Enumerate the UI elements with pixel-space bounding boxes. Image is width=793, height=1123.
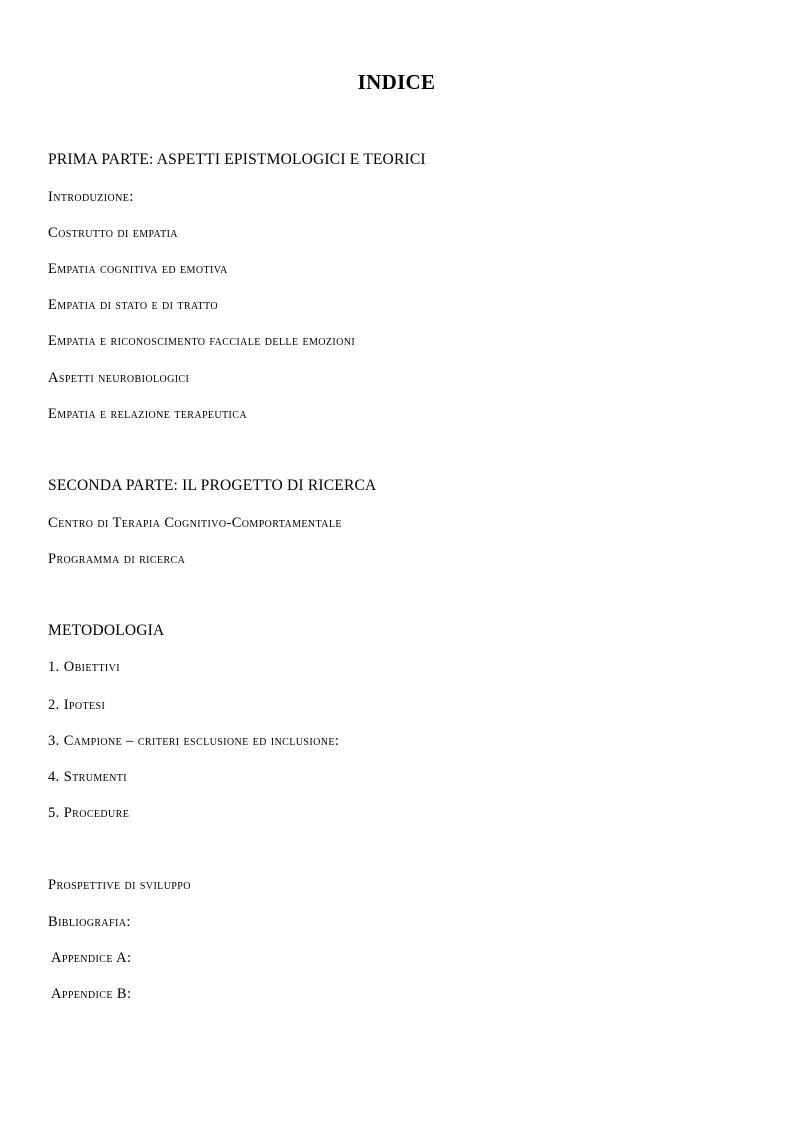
toc-entry-relazione-terapeutica: Empatia e relazione terapeutica [48, 406, 247, 422]
toc-entry-appendice-a: Appendice A: [51, 950, 132, 966]
toc-entry-centro-terapia: Centro di Terapia Cognitivo-Comportamentale [48, 515, 342, 531]
toc-entry-appendice-b: Appendice B: [51, 986, 132, 1002]
toc-entry-ipotesi: 2. Ipotesi [48, 697, 106, 713]
toc-part-heading-metodologia: METODOLOGIA [48, 622, 165, 639]
toc-entry-programma-ricerca: Programma di ricerca [48, 551, 186, 567]
toc-entry-aspetti-neurobiologici: Aspetti neurobiologici [48, 370, 190, 386]
page-title: INDICE [357, 70, 436, 94]
toc-entry-campione: 3. Campione – criteri esclusione ed inclusione: [48, 733, 340, 749]
toc-entry-obiettivi: 1. Obiettivi [48, 659, 120, 675]
toc-part-heading-seconda: SECONDA PARTE: IL PROGETTO DI RICERCA [48, 477, 377, 494]
toc-entry-prospettive-sviluppo: Prospettive di sviluppo [48, 877, 191, 893]
toc-entry-bibliografia: Bibliografia: [48, 914, 131, 930]
toc-entry-strumenti: 4. Strumenti [48, 769, 128, 785]
toc-entry-empatia-cognitiva: Empatia cognitiva ed emotiva [48, 261, 228, 277]
toc-part-heading-prima: PRIMA PARTE: ASPETTI EPISTMOLOGICI E TEORICI [48, 151, 426, 168]
toc-entry-riconoscimento-facciale: Empatia e riconoscimento facciale delle emozioni [48, 333, 356, 349]
toc-entry-costrutto-empatia: Costrutto di empatia [48, 225, 178, 241]
toc-entry-empatia-stato-tratto: Empatia di stato e di tratto [48, 297, 218, 313]
toc-entry-introduzione: Introduzione: [48, 189, 134, 205]
toc-entry-procedure: 5. Procedure [48, 805, 130, 821]
